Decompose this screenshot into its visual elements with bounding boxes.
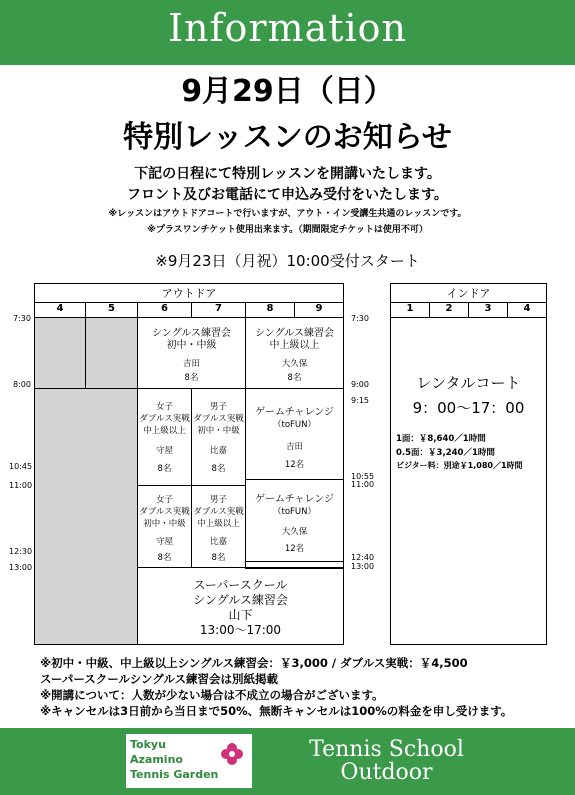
indoor-court-3: 3: [468, 302, 508, 318]
time-label: 11:00: [351, 480, 375, 489]
time-label: 7:30: [351, 314, 369, 323]
flower-icon: [220, 742, 244, 766]
logo-line-1: Tokyu: [130, 738, 166, 751]
time-label: 12:30: [9, 547, 33, 556]
intro-note-2: ※プラスワンチケット使用出来ます。（期間限定チケットは使用不可）: [147, 225, 428, 235]
rental-court-label: レンタルコート: [416, 374, 521, 392]
rental-fee-full: 1面：￥8,640／1時間: [396, 434, 486, 444]
indoor-title: インドア: [446, 287, 491, 300]
indoor-court-2: 2: [429, 302, 469, 318]
game-challenge-2: ゲームチャレンジ （toFUN） 大久保 12名: [245, 479, 344, 562]
note-cancel: ※キャンセルは3日前から当日まで50%、無断キャンセルは100%の料金を申し受けます。: [40, 704, 513, 718]
intro-line-1: 下記の日程にて特別レッスンを開講いたします。: [134, 166, 441, 182]
court-6: 6: [137, 302, 192, 318]
indoor-court-1: 1: [390, 302, 430, 318]
time-label: 12:40: [351, 553, 375, 562]
closed-court-block: [34, 388, 138, 645]
note-superschool: スーパースクールシングルス練習会は別紙掲載: [40, 672, 279, 686]
intro-note-1: ※レッスンはアウトドアコートで行いますが、アウト・イン受講生共通のレッスンです。: [108, 209, 467, 219]
time-label: 10:45: [9, 462, 33, 471]
indoor-court-4: 4: [507, 302, 547, 318]
time-label: 13:00: [9, 563, 33, 572]
time-label: 11:00: [9, 481, 33, 490]
court-8: 8: [245, 302, 295, 318]
time-label: 8:00: [13, 380, 31, 389]
men-doubles-beginner: 男子 ダブルス実戦 初中・中級 比嘉 8名: [191, 388, 246, 486]
men-doubles-advanced: 男子 ダブルス実戦 中上級以上 比嘉 8名: [191, 485, 246, 568]
visitor-fee: ビジター料：別途￥1,080／1時間: [396, 461, 523, 470]
rental-fee-half: 0.5面：￥3,240／1時間: [396, 448, 495, 458]
game-challenge-1: ゲームチャレンジ （toFUN） 吉田 12名: [245, 388, 344, 480]
footer-title-2: Outdoor: [340, 760, 433, 785]
court-9: 9: [294, 302, 344, 318]
closed-court-block: [34, 317, 86, 389]
time-label: 9:00: [351, 380, 369, 389]
court-4: 4: [34, 302, 86, 318]
logo-line-2: Azamino: [130, 753, 183, 766]
closed-court-block: [85, 317, 138, 389]
time-label: 9:15: [351, 396, 369, 405]
note-minimum: ※開講について：人数が少ない場合は不成立の場合がございます。: [40, 688, 384, 702]
women-doubles-advanced: 女子 ダブルス実戦 中上級以上 守屋 8名: [137, 388, 192, 486]
event-title: 特別レッスンのお知らせ: [123, 120, 452, 155]
intro-line-2: フロント及びお電話にて申込み受付をいたします。: [127, 187, 448, 203]
note-price: ※初中・中級、中上級以上シングルス練習会：￥3,000 / ダブルス実戦：￥4,500: [40, 656, 468, 670]
footer-title-1: Tennis School: [309, 737, 464, 762]
women-doubles-beginner: 女子 ダブルス実戦 初中・中級 守屋 8名: [137, 485, 192, 568]
rental-hours: 9：00〜17：00: [412, 399, 525, 417]
reception-start: ※9月23日（月祝）10:00受付スタート: [155, 252, 420, 270]
logo: [126, 734, 252, 788]
time-label: 7:30: [13, 314, 31, 323]
time-label: 13:00: [351, 562, 375, 571]
court-7: 7: [191, 302, 246, 318]
super-school-block: スーパースクール シングルス練習会 山下 13:00〜17:00: [137, 567, 344, 645]
page-title: Information: [167, 6, 408, 50]
singles-practice-advanced: シングルス練習会 中上級以上 大久保 8名: [245, 317, 344, 389]
singles-practice-beginner: シングルス練習会 初中・中級 吉田 8名: [137, 317, 246, 389]
logo-line-3: Tennis Garden: [130, 768, 219, 781]
time-label: 10:55: [351, 472, 375, 481]
outdoor-title: アウトドア: [161, 287, 217, 300]
event-date: 9月29日（日）: [181, 74, 394, 109]
court-5: 5: [85, 302, 138, 318]
